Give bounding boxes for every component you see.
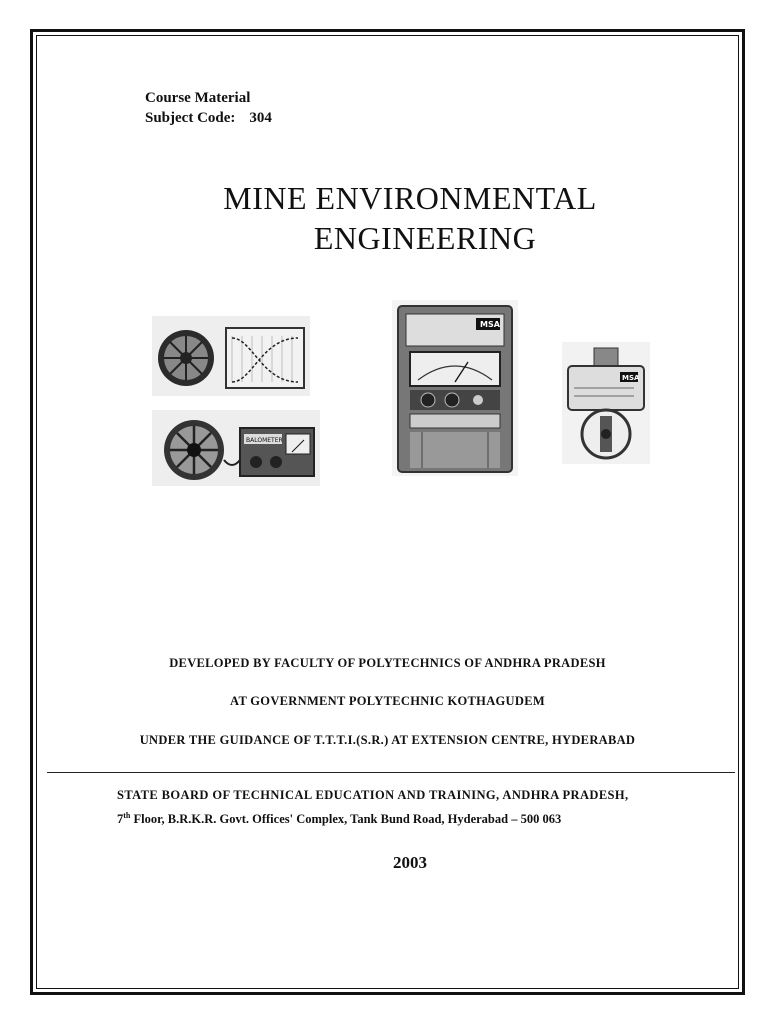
credit-line-guidance: UNDER THE GUIDANCE OF T.T.T.I.(S.R.) AT EXTENSION CENTRE, HYDERABAD (139, 733, 636, 747)
subject-code-line (145, 109, 272, 127)
anemometer-display-label: BALOMETER (246, 437, 283, 444)
board-name: STATE BOARD OF TECHNICAL EDUCATION AND TRAINING, ANDHRA PRADESH, (117, 788, 629, 802)
gas-meter-brand-label: MSA (480, 320, 500, 329)
course-material-label: Course Material (145, 90, 251, 106)
address-floor-suffix: th (123, 811, 131, 820)
msa-detector-photo (562, 342, 650, 464)
title-line-1: MINE ENVIRONMENTAL (223, 180, 597, 216)
address-floor-number: 7 (117, 812, 124, 827)
anemometer-chart-photo (152, 316, 310, 396)
msa-gas-meter-photo (392, 300, 518, 476)
address-text: Floor, B.R.K.R. Govt. Offices' Complex, Tank Bund Road, Hyderabad – 500 063 (130, 812, 562, 827)
horizontal-divider (47, 772, 735, 773)
detector-brand-label: MSA (622, 374, 640, 382)
anemometer-indicator-photo (152, 410, 320, 486)
title-line-2: ENGINEERING (313, 220, 537, 256)
credit-line-institution: AT GOVERNMENT POLYTECHNIC KOTHAGUDEM (230, 694, 545, 708)
board-address (117, 811, 561, 827)
subject-code-label: Subject Code: (145, 110, 236, 126)
publication-year: 2003 (393, 853, 427, 872)
subject-code-value: 304 (249, 110, 272, 126)
credit-line-developed-by: DEVELOPED BY FACULTY OF POLYTECHNICS OF ANDHRA PRADESH (169, 656, 606, 670)
